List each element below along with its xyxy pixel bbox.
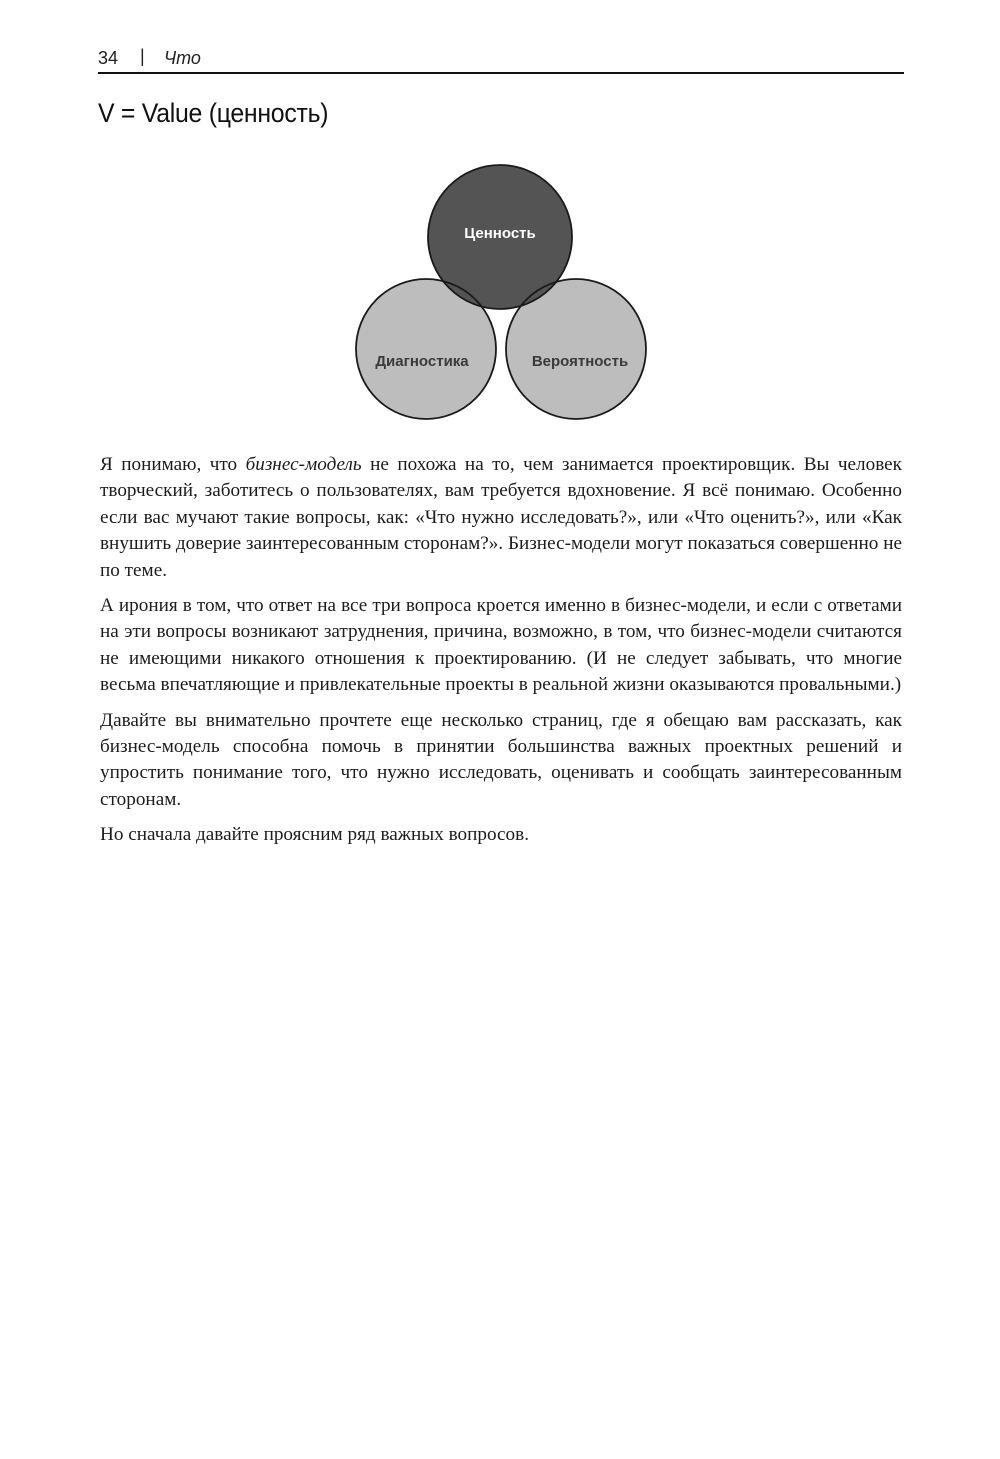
body-text	[100, 452, 902, 858]
paragraph-1: Я понимаю, что бизнес-модель не похожа на то, чем занимается проектировщик. Вы человек творческий, заботитесь о пользователях, вам требуется вдохновение. Я всё понимаю. Особенно если вас мучают такие вопросы, как: «Что нужно исследовать?», или «Что оценить?», или «Как внушить доверие заинтересованным сторонам?». Бизнес-модели могут показаться совершенно не по теме.	[100, 454, 903, 581]
paragraph-2: А ирония в том, что ответ на все три вопроса кроется именно в бизнес-модели, и если с ответами на эти вопросы возникают затруднения, причина, возможно, в том, что бизнес-модели считаются не имеющими никакого отношения к проектированию. (И не следует забывать, что многие весьма впечатляющие и привлекательные проекты в реальной жизни оказываются провальными.)	[100, 595, 902, 696]
running-head	[98, 46, 904, 74]
venn-diagram	[350, 160, 650, 445]
paragraph-4: Но сначала давайте проясним ряд важных вопросов.	[100, 824, 530, 846]
page-number: 34	[98, 48, 119, 68]
diagnostics-label: Диагностика	[375, 353, 469, 370]
section-title: V = Value (ценность)	[98, 98, 329, 128]
chapter-title: Что	[164, 48, 201, 68]
value-label: Ценность	[464, 225, 536, 242]
header-separator: |	[140, 46, 145, 66]
term-business-model: бизнес-модель	[245, 454, 362, 475]
probability-label: Вероятность	[531, 353, 629, 370]
paragraph-3: Давайте вы внимательно прочтете еще несколько страниц, где я обещаю вам рассказать, как бизнес-модель способна помочь в принятии большинства важных проектных решений и упростить понимание того, что нужно исследовать, оценивать и сообщать заинтересованным сторонам.	[100, 709, 902, 810]
